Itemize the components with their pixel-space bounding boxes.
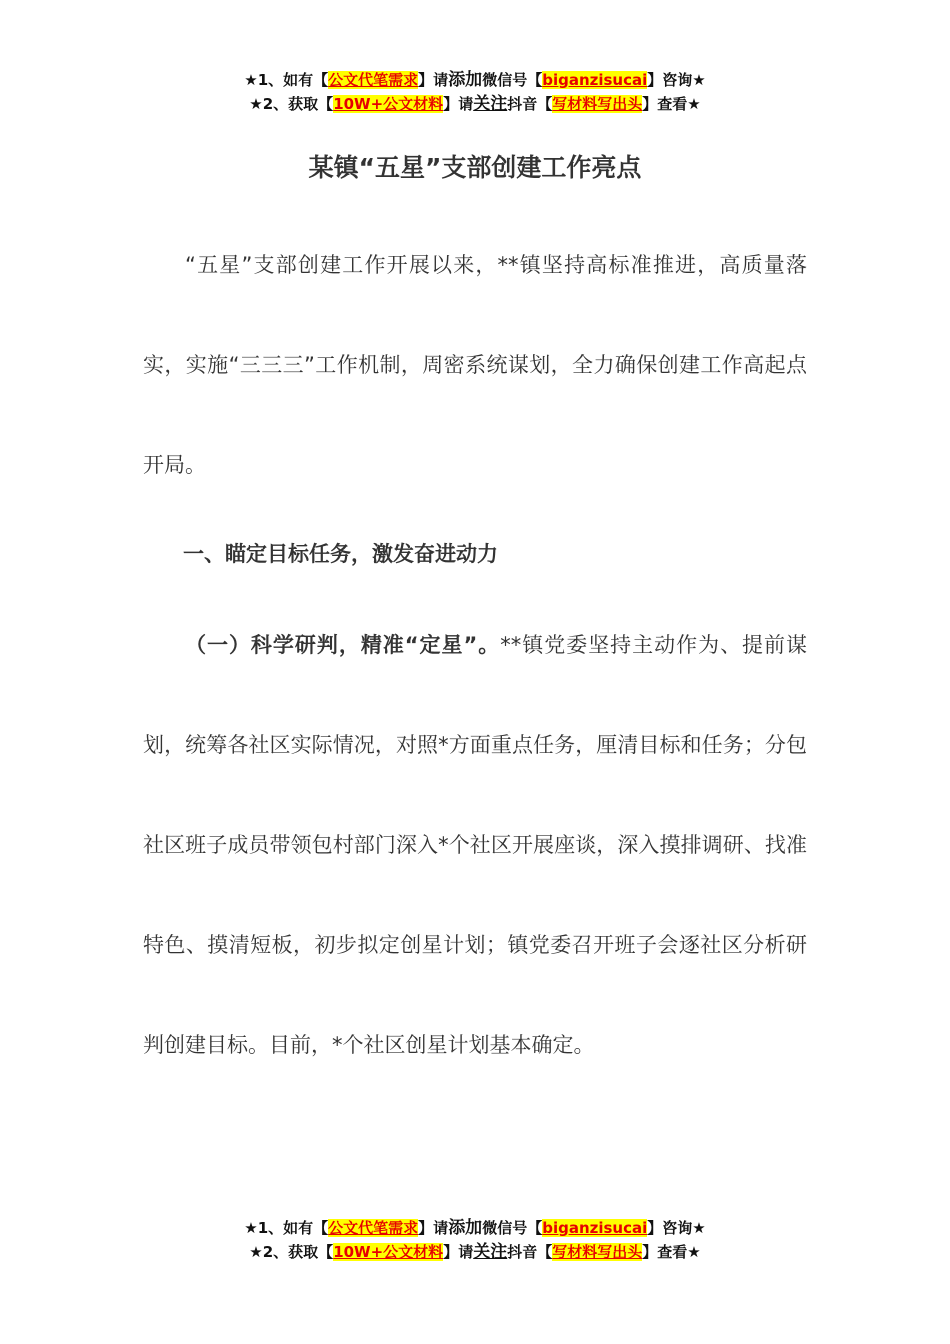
promo-text: ★2、获取【 bbox=[249, 1243, 334, 1261]
promo-douyin-id: 写材料写出头 bbox=[552, 95, 643, 113]
promo-text: 】请 bbox=[443, 95, 474, 113]
promo-text: 微信号【 bbox=[482, 71, 543, 89]
promo-text: 】查看★ bbox=[642, 1243, 701, 1261]
promo-line-1 bbox=[0, 1216, 950, 1240]
promo-text: ★1、如有【 bbox=[244, 1219, 329, 1237]
subsection-lead: （一）科学研判，精准“定星”。 bbox=[185, 633, 501, 657]
promo-douyin-id: 写材料写出头 bbox=[552, 1243, 643, 1261]
promo-wechat-id: biganzisucai bbox=[542, 71, 648, 89]
subsection-body: **镇党委坚持主动作为、提前谋划，统筹各社区实际情况，对照*方面重点任务，厘清目标和任务；分包社区班子成员带领包村部门深入*个社区开展座谈，深入摸排调研、找准特色、摸清短板，初步拟定创星计划；镇党委召开班子会逐社区分析研判创建目标。目前，*个社区创星计划基本确定。 bbox=[143, 633, 807, 1057]
subsection-paragraph bbox=[143, 595, 807, 1095]
promo-text: 】请 bbox=[418, 71, 449, 89]
promo-wechat-id: biganzisucai bbox=[542, 1219, 648, 1237]
promo-highlight: 公文代笔需求 bbox=[328, 1219, 419, 1237]
promo-text: 抖音【 bbox=[507, 1243, 553, 1261]
section-heading: 一、瞄定目标任务，激发奋进动力 bbox=[183, 542, 498, 566]
promo-text: 】咨询★ bbox=[647, 71, 706, 89]
promo-line-1 bbox=[0, 68, 950, 92]
promo-emphasis: 添加 bbox=[448, 70, 483, 90]
promo-emphasis: 关注 bbox=[473, 1242, 508, 1262]
promo-text: ★2、获取【 bbox=[249, 95, 334, 113]
promo-text: 抖音【 bbox=[507, 95, 553, 113]
promo-text: ★1、如有【 bbox=[244, 71, 329, 89]
promo-text: 微信号【 bbox=[482, 1219, 543, 1237]
promo-emphasis: 添加 bbox=[448, 1218, 483, 1238]
intro-paragraph: “五星”支部创建工作开展以来，**镇坚持高标准推进，高质量落实，实施“三三三”工作机制，周密系统谋划，全力确保创建工作高起点开局。 bbox=[143, 253, 807, 477]
promo-text: 】请 bbox=[443, 1243, 474, 1261]
promo-text: 】咨询★ bbox=[647, 1219, 706, 1237]
promo-highlight: 10W+公文材料 bbox=[333, 1243, 444, 1261]
promo-highlight: 公文代笔需求 bbox=[328, 71, 419, 89]
promo-highlight: 10W+公文材料 bbox=[333, 95, 444, 113]
promo-emphasis: 关注 bbox=[473, 94, 508, 114]
document-title: 某镇“五星”支部创建工作亮点 bbox=[308, 153, 642, 182]
promo-text: 】请 bbox=[418, 1219, 449, 1237]
promo-line-2 bbox=[0, 1240, 950, 1264]
promo-line-2 bbox=[0, 92, 950, 116]
promo-text: 】查看★ bbox=[642, 95, 701, 113]
promo-banner-top bbox=[0, 68, 950, 116]
promo-banner-bottom bbox=[0, 1216, 950, 1264]
